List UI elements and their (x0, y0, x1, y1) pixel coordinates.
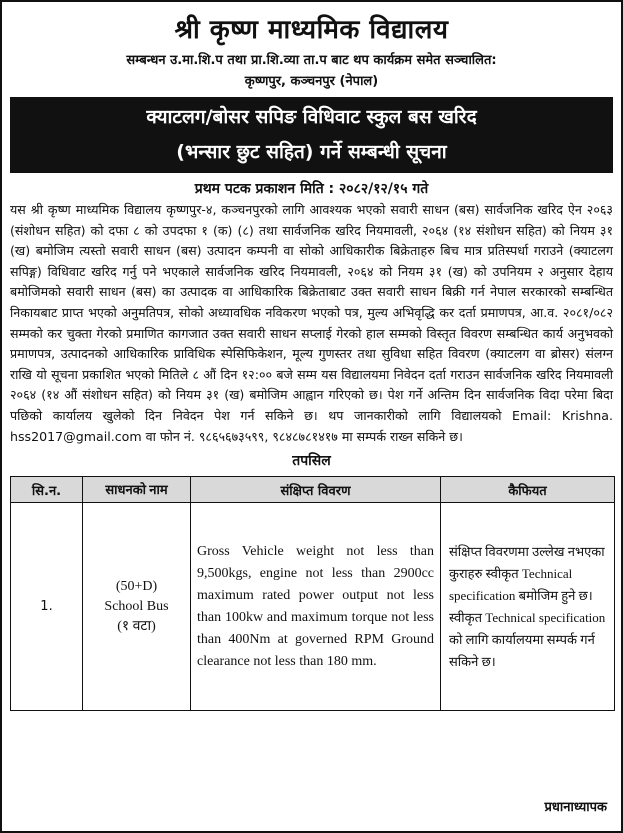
table-header-row (11, 477, 615, 503)
column-header-sn: सि.न. (11, 477, 83, 503)
vehicle-type: School Bus (104, 598, 169, 614)
school-name: श्री कृष्ण माध्यमिक विद्यालय (174, 15, 449, 45)
row-vehicle-name (83, 503, 191, 711)
notice-title-line2: (भन्सार छुट सहित) गर्ने सम्बन्धी सूचना (176, 141, 447, 163)
row-remarks: संक्षिप्त विवरणमा उल्लेख नभएका कुराहरु स्वीकृत Technical specification बमोजिम हुने छ। स्वीकृत Technical specification को लागि कार्यालयमा सम्पर्क गर्न सकिने छ। (441, 503, 615, 711)
notice-title-line1: क्याटलग/बोसर सपिङ विधिवाट स्कुल बस खरिद (146, 106, 477, 128)
publication-date: प्रथम पटक प्रकाशन मिति : २०८२/१२/१५ गते (194, 181, 429, 197)
details-heading: तपसिल (292, 453, 331, 470)
notice-body: यस श्री कृष्ण माध्यमिक विद्यालय कृष्णपुर-४, कञ्चनपुरको लागि आवश्यक भएको सवारी साधन (बस) सार्वजनिक खरिद ऐन २०६३ (संशोधन सहित) को दफा ८ को उपदफा १ (क) (८) तथा सार्वजनिक खरिद नियमावली, २०६४ (१४ संशोधन सहित) को नियम ३१ (ख) बमोजिम त्यस्तो सवारी साधन (बस) उत्पादन कम्पनी वा सोको आधिकारीक बिक्रेताहरु बिच मात्र प्रतिस्पर्धा गराउने (क्याटलग सपिङ्ग) विधिवाट खरिद गर्नु पने भएकाले सार्वजनिक खरिद नियमावली, २०६४ को नियम ३१ (ख) को उपनियम २ अनुसार देहाय बमोजिमको सवारी साधन (बस) का उत्पादक वा आधिकारिक बिक्रेताबाट उक्त सवारी साधन बिक्री गर्न नेपाल सरकारको सम्बन्धित निकायबाट प्राप्त भएको अनुमतिपत्र, सोको अध्यावधिक नविकरण भएको पत्र, मुल्य अभिवृद्धि कर दर्ता प्रमाणपत्र, आ.व. २०८१/०८२ सम्मको कर चुक्ता गेरको प्रमाणित कागजात उक्त सवारी साधन सप्लाई गेरको हाल सम्मको विस्तृत विवरण सम्बन्धित कार्य अनुभवको प्रमाणपत्र, उत्पादनको आधिकारिक प्राविधिक स्पेसिफिकेशन, मूल्य गुणस्तर तथा सुविधा सहित विवरण (क्याटलग वा ब्रोसर) संलग्न राखि यो सूचना प्रकाशित भएको मितिले ८ औं दिन १२:०० बजे सम्म यस विद्यालयमा निवेदन दर्ता गराउन सार्वजनिक खरिद नियमावली २०६४ (१४ औं संशोधन सहित) को नियम ३१ (ख) बमोजिम आह्वान गरिएको छ। पेश गर्ने अन्तिम दिन सार्वजनिक विदा परेमा बिदा पछिको कार्यालय खुलेको दिन निवेदन पेश गर्न सकिने छ। थप जानकारीको लागि विद्यालयको Email: Krishna. hss2017@gmail.com वा फोन नं. ९८६५६७३५९९, ९८४८७८१४१७ मा सम्पर्क राख्न सकिने छ। (10, 202, 613, 444)
school-affiliation: सम्बन्धन उ.मा.शि.प तथा प्रा.शि.व्या ता.प बाट थप कार्यक्रम समेत सञ्चालित: (126, 53, 497, 68)
column-header-description: संक्षिप्त विवरण (191, 477, 441, 503)
school-address: कृष्णपुर, कञ्चनपुर (नेपाल) (244, 74, 379, 89)
table-row (11, 503, 615, 711)
signature-principal: प्रधानाध्यापक (544, 800, 607, 815)
column-header-name: साधनको नाम (83, 477, 191, 503)
details-table (10, 476, 615, 711)
column-header-remarks: कैफियत (441, 477, 615, 503)
vehicle-quantity: (१ वटा) (117, 618, 156, 634)
vehicle-capacity: (50+D) (115, 578, 158, 594)
notice-title-box (10, 97, 613, 173)
row-sn: 1. (11, 503, 83, 711)
row-description: Gross Vehicle weight not less than 9,500kgs, engine not less than 2900cc maximum rated power output not less than 100kw and maximum torque not less than 400Nm at governed RPM Ground clearance not less than 180 mm. (191, 503, 441, 711)
